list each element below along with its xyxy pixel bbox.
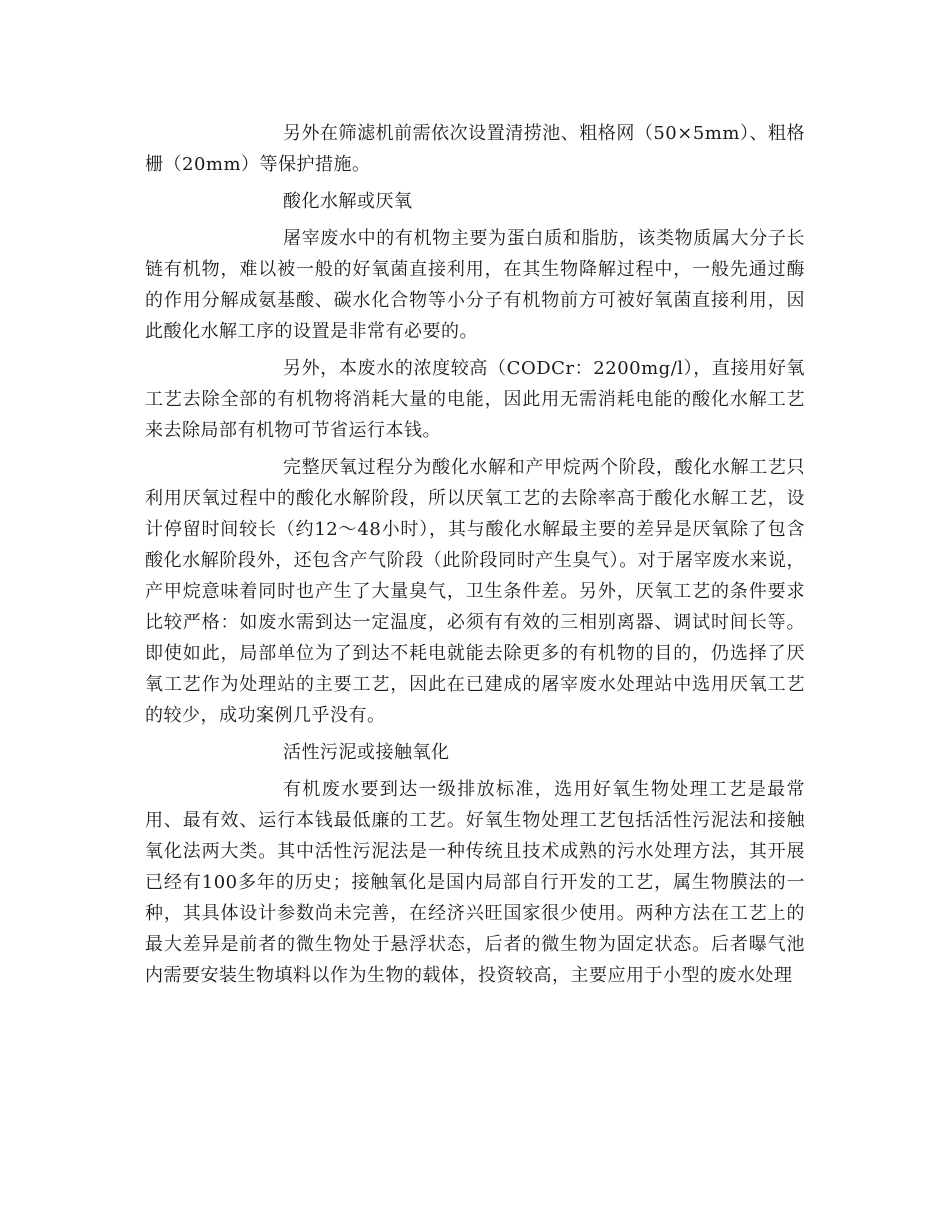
paragraph-aerobic-treatment: 有机废水要到达一级排放标准，选用好氧生物处理工艺是最常用、最有效、运行本钱最低廉的工艺。好氧生物处理工艺包括活性污泥法和接触氧化法两大类。其中活性污泥法是一种传统且技术成熟的污水处理方法，其开展已经有100多年的历史；接触氧化是国内局部自行开发的工艺，属生物膜法的一种，其具体设计参数尚未完善，在经济兴旺国家很少使用。两种方法在工艺上的最大差异是前者的微生物处于悬浮状态，后者的微生物为固定状态。后者曝气池内需要安装生物填料以作为生物的载体，投资较高，主要应用于小型的废水处理 — [145, 779, 805, 986]
paragraph-concentration: 另外，本废水的浓度较高（CODCr：2200mg/l），直接用好氧工艺去除全部的有机物将消耗大量的电能，因此用无需消耗电能的酸化水解工艺来去除局部有机物可节省运行本钱。 — [145, 358, 805, 441]
section-heading-acidification: 酸化水解或厌氧 — [283, 191, 413, 212]
paragraph-pretreatment: 另外在筛滤机前需依次设置清捞池、粗格网（50×5mm）、粗格栅（20mm）等保护措施。 — [145, 123, 805, 175]
paragraph-anaerobic-process: 完整厌氧过程分为酸化水解和产甲烷两个阶段，酸化水解工艺只利用厌氧过程中的酸化水解阶段，所以厌氧工艺的去除率高于酸化水解工艺，设计停留时间较长（约12～48小时），其与酸化水解最主要的差异是厌氧除了包含酸化水解阶段外，还包含产气阶段（此阶段同时产生臭气）。对于屠宰废水来说，产甲烷意味着同时也产生了大量臭气，卫生条件差。另外，厌氧工艺的条件要求比较严格：如废水需到达一定温度，必须有有效的三相别离器、调试时间长等。即使如此，局部单位为了到达不耗电就能去除更多的有机物的目的，仍选择了厌氧工艺作为处理站的主要工艺，因此在已建成的屠宰废水处理站中选用厌氧工艺的较少，成功案例几乎没有。 — [145, 457, 805, 726]
section-heading-activated-sludge: 活性污泥或接触氧化 — [283, 742, 450, 763]
paragraph-organic-matter: 屠宰废水中的有机物主要为蛋白质和脂肪，该类物质属大分子长链有机物，难以被一般的好氧菌直接利用，在其生物降解过程中，一般先通过酶的作用分解成氨基酸、碳水化合物等小分子有机物前方可被好氧菌直接利用，因此酸化水解工序的设置是非常有必要的。 — [145, 228, 805, 342]
document-body — [145, 118, 805, 997]
